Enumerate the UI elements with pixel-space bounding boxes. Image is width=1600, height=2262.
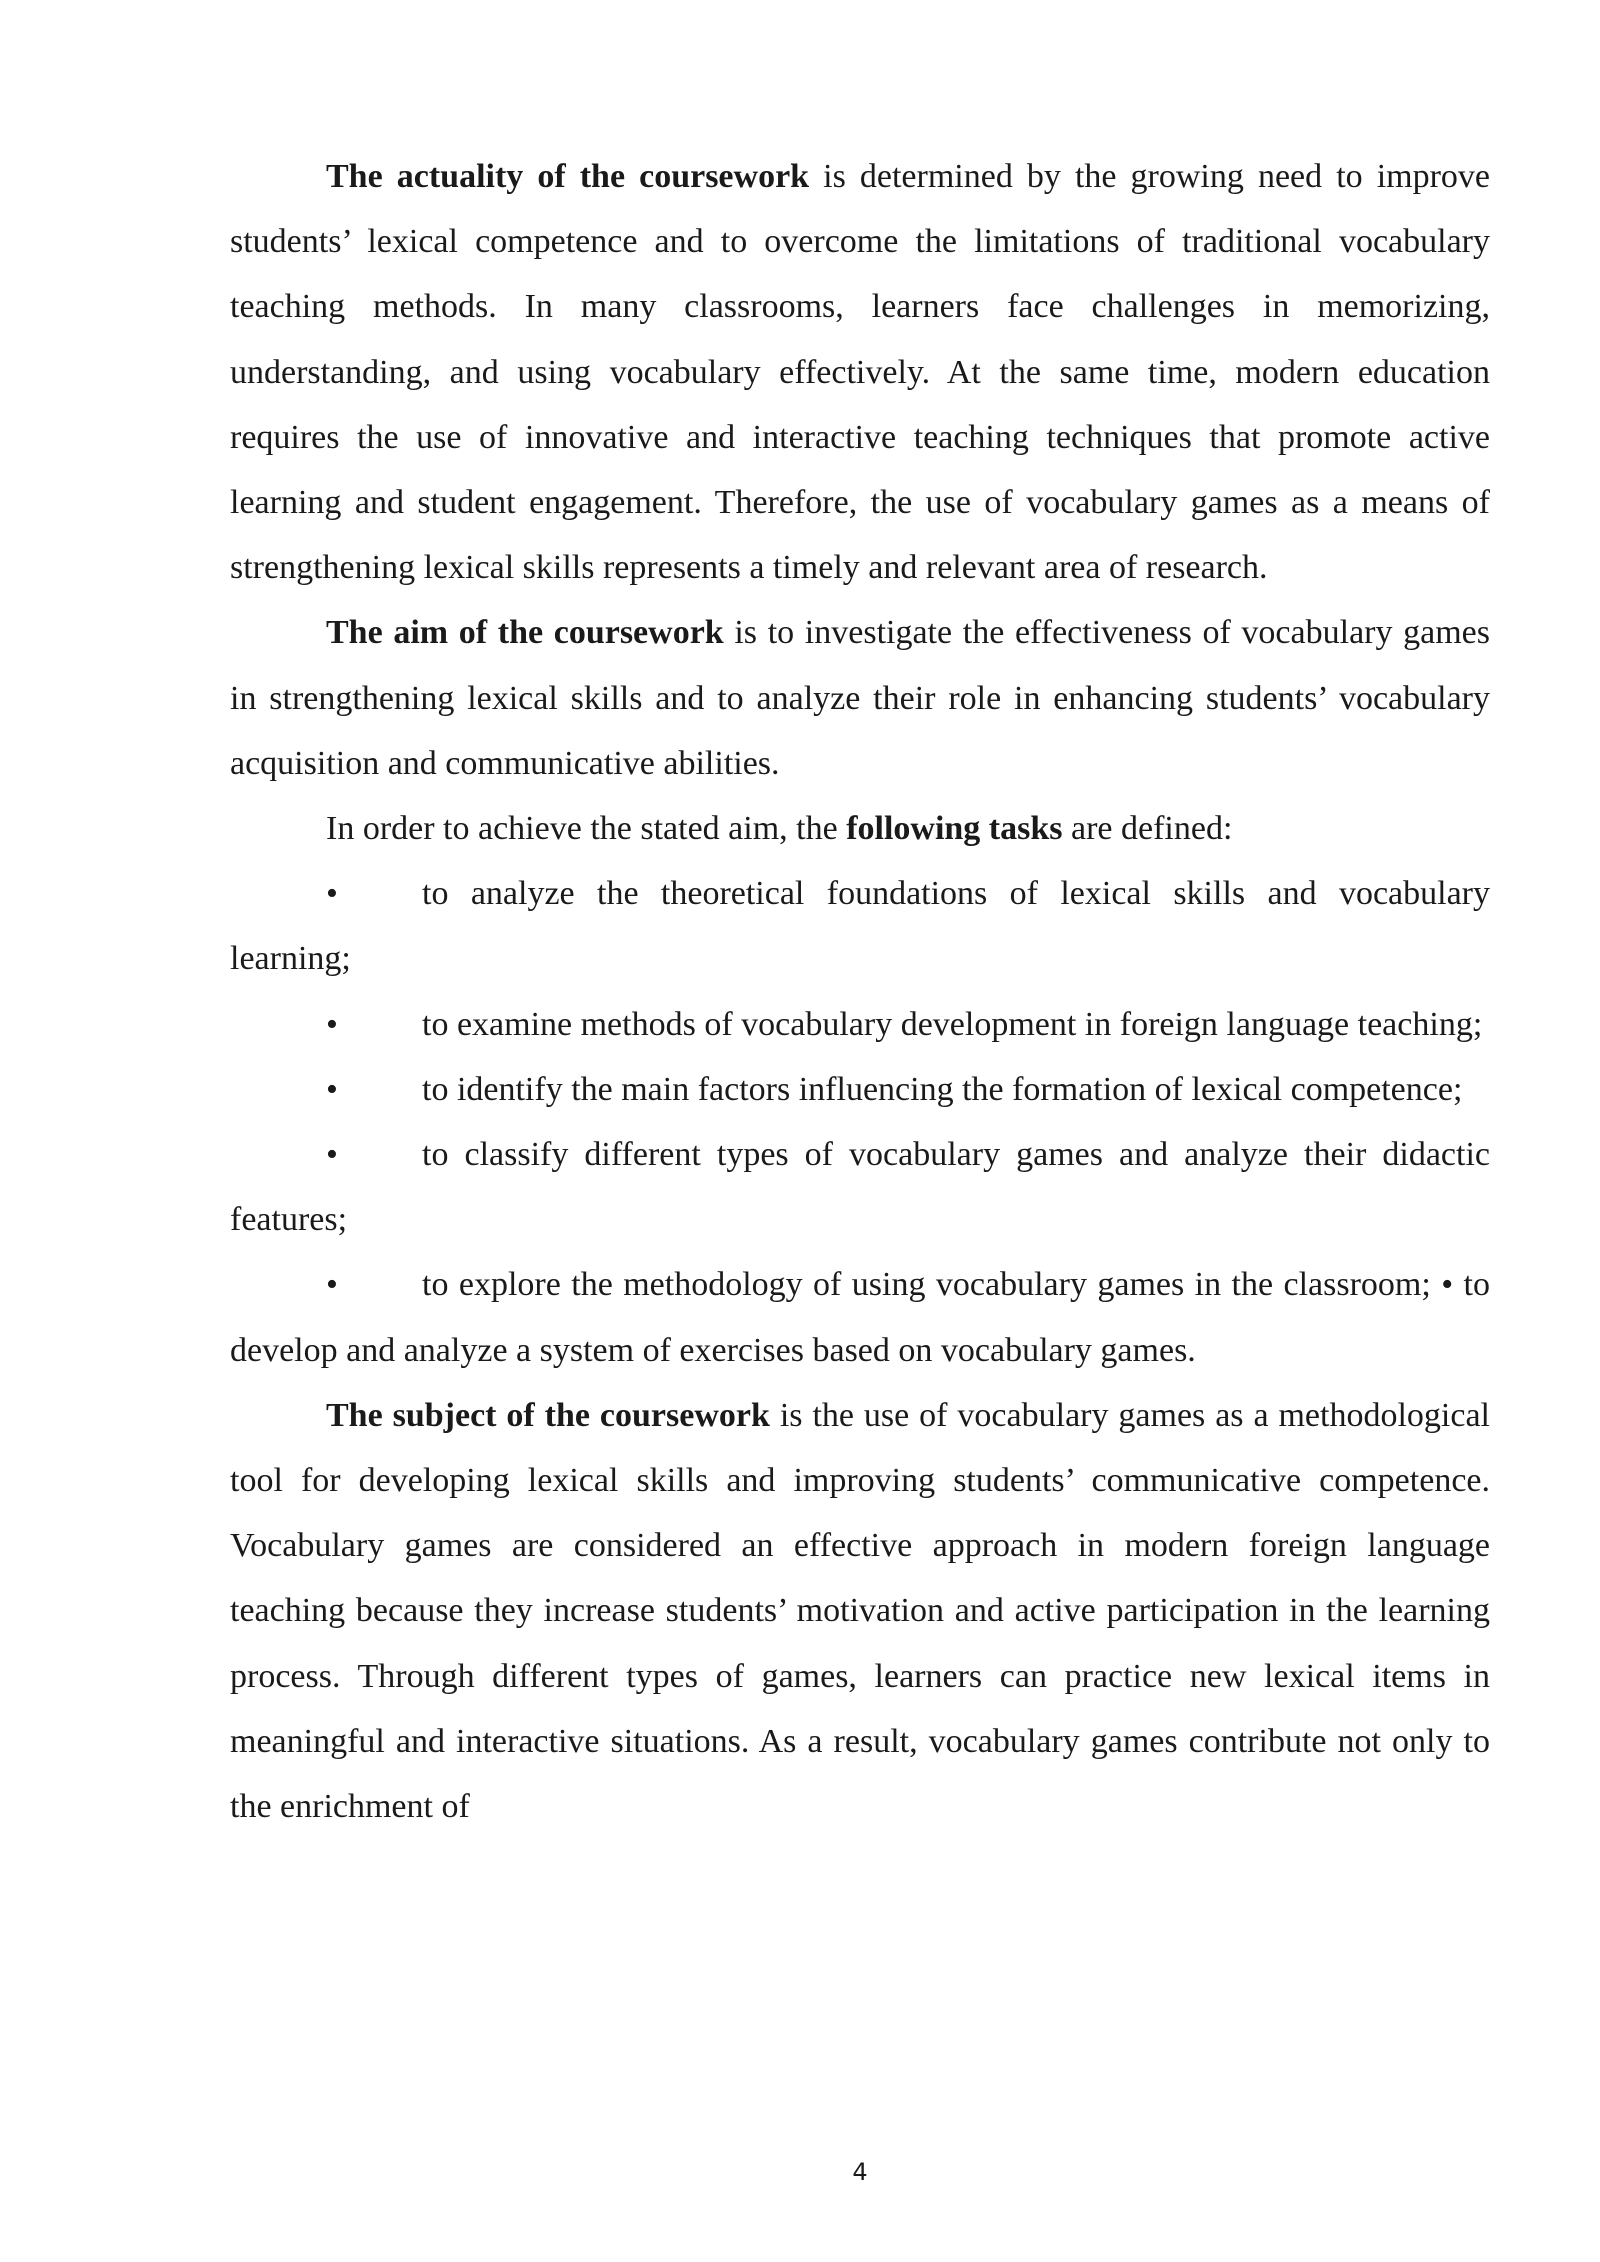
task-item-text: to explore the methodology of using vocabulary games in the classroom; • to develop and analyze a system of exercises based on vocabulary games.: [230, 1266, 1490, 1369]
task-item: [230, 861, 1490, 991]
paragraph-actuality: [230, 144, 1490, 600]
tasks-intro-bold: following tasks: [846, 810, 1063, 848]
bullet-icon: •: [326, 1266, 338, 1304]
bullet-icon: •: [326, 875, 338, 913]
task-item-text: to classify different types of vocabulary games and analyze their didactic features;: [230, 1136, 1490, 1239]
paragraph-subject: [230, 1383, 1490, 1839]
paragraph-aim: [230, 600, 1490, 796]
page-number: 4: [852, 2158, 868, 2186]
task-item: [230, 992, 1490, 1057]
tasks-intro-before: In order to achieve the stated aim, the: [326, 810, 847, 848]
paragraph-tasks-intro: [230, 796, 1490, 861]
task-item: [230, 1122, 1490, 1252]
paragraph-subject-lead: The subject of the coursework: [326, 1396, 770, 1434]
task-item: [230, 1252, 1490, 1382]
paragraph-aim-text: is to investigate the effectiveness of vocabulary games in strengthening lexical skills and to analyze their role in enhancing students’ vocabulary acquisition and communicative abilities.: [230, 614, 1490, 782]
paragraph-aim-lead: The aim of the coursework: [326, 614, 724, 652]
tasks-intro-after: are defined:: [1062, 810, 1233, 848]
paragraph-subject-text: is the use of vocabulary games as a methodological tool for developing lexical skills and improving students’ communicative competence. Vocabulary games are considered an effective approach in modern foreign language teaching because they increase students’ motivation and active participation in the learning process. Through different types of games, learners can practice new lexical items in meaningful and interactive situations. As a result, vocabulary games contribute not only to the enrichment of: [230, 1396, 1490, 1826]
paragraph-actuality-lead: The actuality of the coursework: [326, 158, 810, 195]
paragraph-actuality-text: is determined by the growing need to improve students’ lexical competence and to overcome the limitations of traditional vocabulary teaching methods. In many classrooms, learners face challenges in memorizing, understanding, and using vocabulary effectively. At the same time, modern education requires the use of innovative and interactive teaching techniques that promote active learning and student engagement. Therefore, the use of vocabulary games as a means of strengthening lexical skills represents a timely and relevant area of research.: [230, 158, 1491, 587]
bullet-icon: •: [326, 1136, 338, 1174]
task-item-text: to examine methods of vocabulary development in foreign language teaching;: [422, 1005, 1483, 1043]
task-item-text: to analyze the theoretical foundations of lexical skills and vocabulary learning;: [230, 875, 1490, 978]
bullet-icon: •: [326, 1070, 338, 1108]
task-item: [230, 1057, 1490, 1122]
document-body: [230, 144, 1490, 1839]
bullet-icon: •: [326, 1005, 338, 1043]
task-item-text: to identify the main factors influencing the formation of lexical competence;: [422, 1070, 1463, 1108]
